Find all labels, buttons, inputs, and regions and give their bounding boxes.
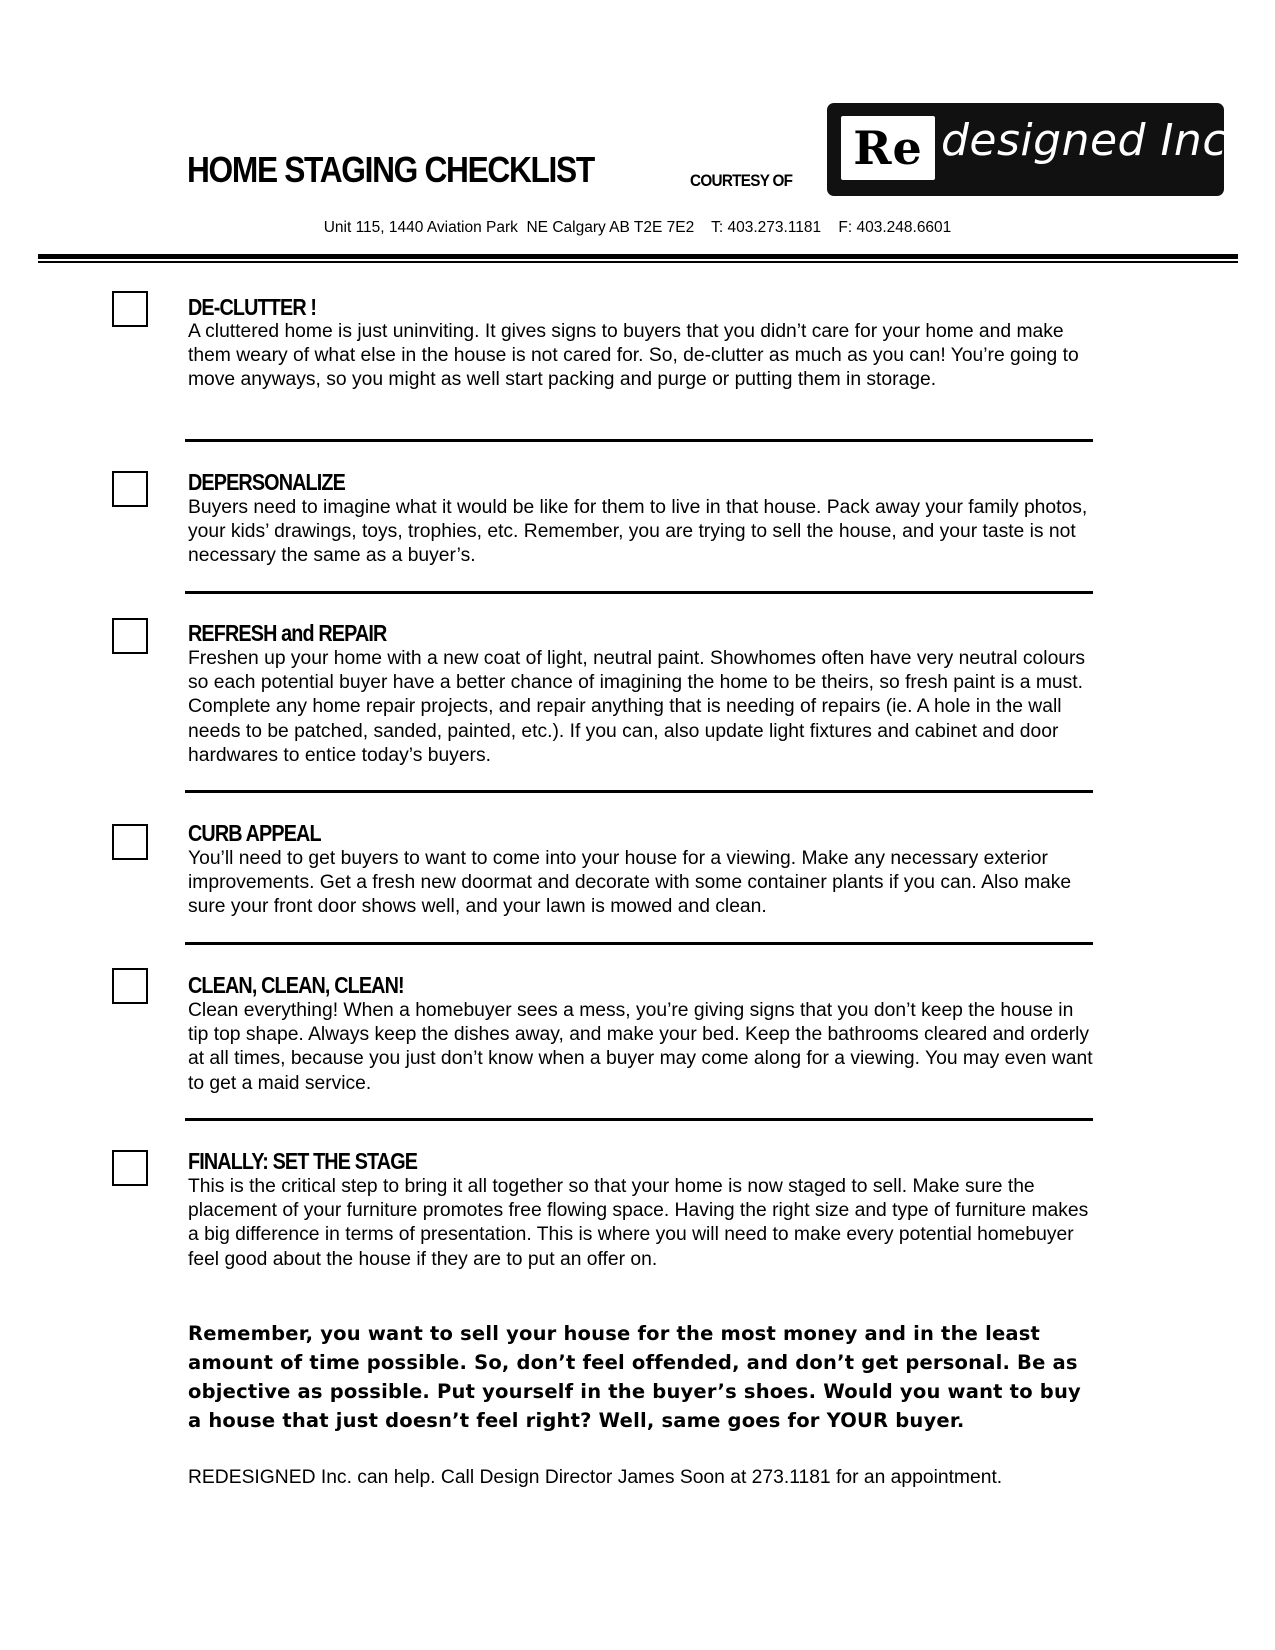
header-rule (38, 254, 1238, 259)
header-rule-thin (38, 261, 1238, 263)
checkbox-depersonalize[interactable] (112, 471, 148, 507)
checkbox-refresh-repair[interactable] (112, 618, 148, 654)
section-title-curb-appeal: CURB APPEAL (188, 820, 321, 846)
checkbox-curb-appeal[interactable] (112, 824, 148, 860)
section-body-declutter: A cluttered home is just uninviting. It gives signs to buyers that you didn’t care for your home and make them weary of what else in the house is not cared for. So, de-clutter as much as you can! You’re going to move anyways, so you might as well start packing and purge or putting them in storage. (188, 321, 1079, 391)
courtesy-label: COURTESY OF (690, 171, 793, 190)
checkbox-set-the-stage[interactable] (112, 1150, 148, 1186)
section-title-clean: CLEAN, CLEAN, CLEAN! (188, 972, 404, 998)
section-divider (185, 439, 1093, 442)
section-title-set-the-stage: FINALLY: SET THE STAGE (188, 1148, 418, 1174)
section-body-curb-appeal: You’ll need to get buyers to want to come into your house for a viewing. Make any necessary exterior improvements. Get a fresh new doormat and decorate with some container plants if you can. Also make sure your front door shows well, and your lawn is mowed and clean. (188, 848, 1072, 918)
page-title: HOME STAGING CHECKLIST (187, 149, 594, 190)
section-divider (185, 1118, 1093, 1121)
company-logo (827, 103, 1242, 196)
checkbox-clean[interactable] (112, 968, 148, 1004)
section-divider (185, 591, 1093, 594)
section-divider (185, 790, 1093, 793)
section-title-refresh-repair: REFRESH and REPAIR (188, 620, 387, 646)
section-title-declutter: DE-CLUTTER ! (188, 294, 317, 320)
section-title-depersonalize: DEPERSONALIZE (188, 469, 345, 495)
section-divider (185, 942, 1093, 945)
section-body-clean: Clean everything! When a homebuyer sees a mess, you’re giving signs that you don’t keep the house in tip top shape. Always keep the dishes away, and make your bed. Keep the bathrooms cleared and orderly at all times, because you just don’t know when a buyer may come along for a viewing. You may even want to get a maid service. (188, 1000, 1093, 1094)
closing-line: REDESIGNED Inc. can help. Call Design Director James Soon at 273.1181 for an appointment. (188, 1467, 1003, 1488)
logo-text: designed Inc. (941, 115, 1242, 166)
remember-note: Remember, you want to sell your house for the most money and in the least amount of time possible. So, don’t feel offended, and don’t get personal. Be as objective as possible. Put yourself in the buyer’s shoes. Would you want to buy a house that just doesn’t feel right? Well, same goes for YOUR buyer. (188, 1322, 1081, 1432)
logo-mark: Re (841, 116, 935, 180)
section-body-refresh-repair: Freshen up your home with a new coat of light, neutral paint. Showhomes often have very neutral colours so each potential buyer have a better chance of imagining the home to be theirs, so fresh paint is a must. Complete any home repair projects, and repair anything that is needing of repairs (ie. A hole in the wall needs to be patched, sanded, painted, etc.). If you can, also update light fixtures and cabinet and door hardwares to entice today’s buyers. (188, 648, 1086, 766)
company-address: Unit 115, 1440 Aviation Park NE Calgary AB T2E 7E2 T: 403.273.1181 F: 403.248.6601 (323, 219, 952, 236)
section-body-set-the-stage: This is the critical step to bring it all together so that your home is now staged to sell. Make sure the placement of your furniture promotes free flowing space. Having the right size and type of furniture makes a big difference in terms of presentation. This is where you will need to make every potential homebuyer feel good about the house if they are to put an offer on. (188, 1176, 1089, 1270)
section-body-depersonalize: Buyers need to imagine what it would be like for them to live in that house. Pack away your family photos, your kids’ drawings, toys, trophies, etc. Remember, you are trying to sell the house, and your taste is not necessary the same as a buyer’s. (188, 497, 1088, 567)
checkbox-declutter[interactable] (112, 291, 148, 327)
